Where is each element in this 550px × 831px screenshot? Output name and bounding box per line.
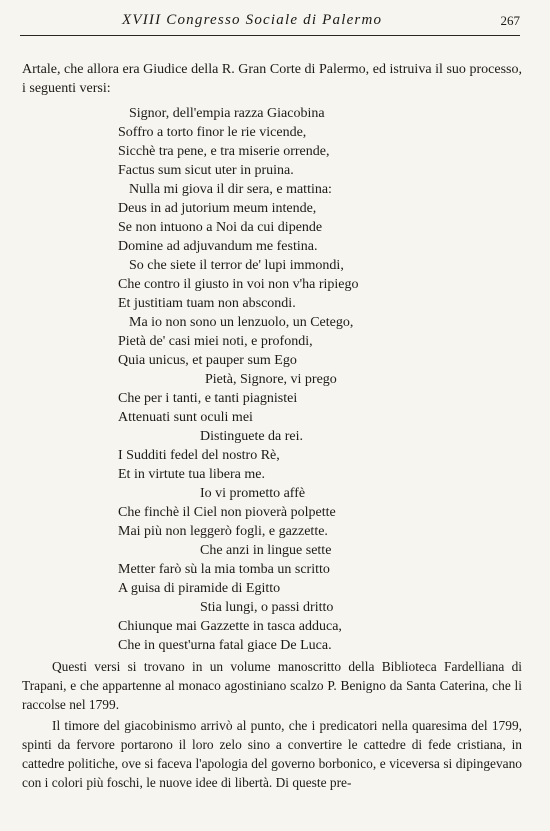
verse-line: So che siete il terror de' lupi immondi,: [129, 258, 344, 273]
verse-line: Signor, dell'empia razza Giacobina: [129, 106, 325, 121]
verse-line: Che in quest'urna fatal giace De Luca.: [118, 638, 332, 653]
verse-line: Che anzi in lingue sette: [200, 543, 332, 558]
verse-line: Mai più non leggerò fogli, e gazzette.: [118, 524, 328, 539]
verse-line: Sicchè tra pene, e tra miserie orrende,: [118, 144, 330, 159]
verse-line: Factus sum sicut uter in pruina.: [118, 163, 294, 178]
verse-line: Stia lungi, o passi dritto: [200, 600, 334, 615]
verse-line: Che finchè il Ciel non pioverà polpette: [118, 505, 336, 520]
verse-line: Ma io non sono un lenzuolo, un Cetego,: [129, 315, 354, 330]
verse-line: Io vi prometto affè: [200, 486, 306, 501]
verse-line: Attenuati sunt oculi mei: [118, 410, 253, 425]
running-header: [22, 12, 520, 34]
paragraph-source: Questi versi si trovano in un volume manoscritto della Biblioteca Fardelliana di Trapani, e che appartenne al monaco agostiniano scalzo P. Benigno da Santa Caterina, che li raccolse nel 1799.: [22, 659, 522, 712]
header-rule: [20, 35, 520, 36]
verse-line: Domine ad adjuvandum me festina.: [118, 239, 318, 254]
verse-line: Distinguete da rei.: [200, 429, 304, 444]
intro-paragraph: Artale, che allora era Giudice della R. Gran Corte di Palermo, ed istruiva il suo processo, i seguenti versi:: [22, 62, 522, 96]
verse-line: Et in virtute tua libera me.: [118, 467, 265, 482]
verse-line: Chiunque mai Gazzette in tasca adduca,: [118, 619, 342, 634]
verse-line: Pietà de' casi miei noti, e profondi,: [118, 334, 313, 349]
verse-line: Nulla mi giova il dir sera, e mattina:: [129, 182, 332, 197]
verse-line: Che contro il giusto in voi non v'ha ripiego: [118, 277, 359, 292]
verse-line: Soffro a torto finor le rie vicende,: [118, 125, 307, 140]
verse-line: Se non intuono a Noi da cui dipende: [118, 220, 323, 235]
header-title: XVIII Congresso Sociale di Palermo: [122, 12, 383, 28]
verse-line: I Sudditi fedel del nostro Rè,: [118, 448, 280, 463]
verse-line: A guisa di piramide di Egitto: [118, 581, 281, 596]
page-number: 267: [500, 13, 520, 28]
paragraph-preachers: Il timore del giacobinismo arrivò al punto, che i predicatori nella quaresima del 1799, spinti da fervore portarono il loro zelo sino a convertire le cattedre di fede cristiana, in cattedre politiche, ove si faceva l'apologia del governo borbonico, e viceversa si dipingevano con i colori più foschi, le nuove idee di libertà. Di queste pre-: [22, 718, 522, 790]
verse-line: Et justitiam tuam non abscondi.: [118, 296, 296, 311]
verse-line: Metter farò sù la mia tomba un scritto: [118, 562, 330, 577]
verse-line: Che per i tanti, e tanti piagnistei: [118, 391, 298, 406]
verse-line: Quia unicus, et pauper sum Ego: [118, 353, 297, 368]
verse-line: Pietà, Signore, vi prego: [205, 372, 337, 387]
verse-line: Deus in ad jutorium meum intende,: [118, 201, 317, 216]
